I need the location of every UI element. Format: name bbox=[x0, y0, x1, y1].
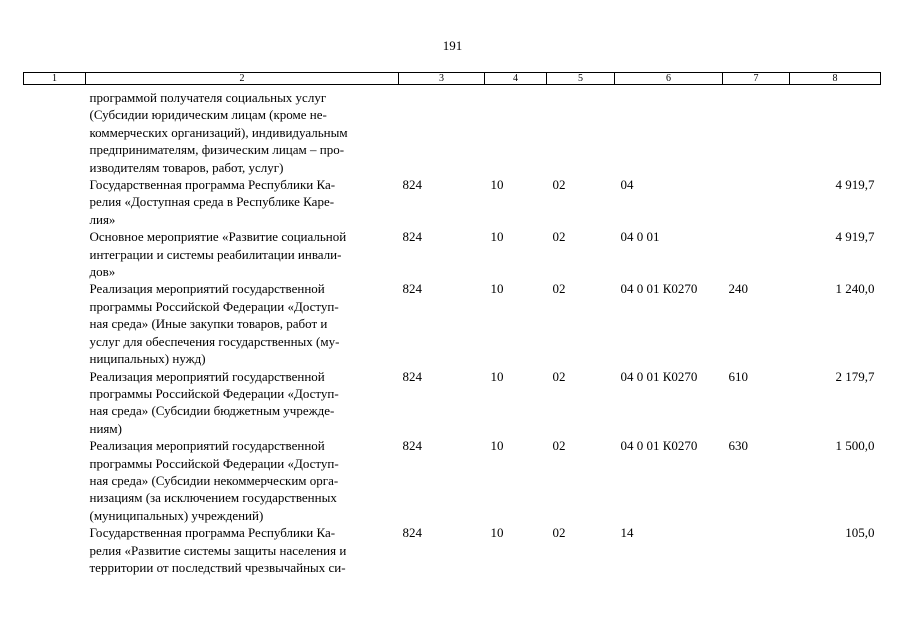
target-article-cell: 04 bbox=[620, 177, 634, 193]
target-article-cell: 14 bbox=[620, 525, 634, 541]
ministry-code-cell: 824 bbox=[402, 368, 422, 384]
description-line: (муниципальных) учреждений) bbox=[89, 507, 264, 523]
description-line: территории от последствий чрезвычайных си- bbox=[89, 559, 346, 575]
table-row bbox=[24, 524, 881, 576]
section-code-cell: 10 bbox=[490, 229, 504, 245]
description-line: коммерческих организаций), индивидуальным bbox=[89, 124, 348, 140]
description-line: релия «Развитие системы защиты населения и bbox=[89, 542, 347, 558]
table-row bbox=[24, 280, 881, 367]
subsection-code-cell: 02 bbox=[552, 438, 566, 454]
description-line: дов» bbox=[89, 264, 116, 280]
description-line: услуг для обеспечения государственных (му- bbox=[89, 333, 340, 349]
description-line: лия» bbox=[89, 211, 116, 227]
column-header: 3 bbox=[399, 73, 485, 85]
description-line: интеграции и системы реабилитации инвали- bbox=[89, 246, 342, 262]
table-row bbox=[24, 437, 881, 524]
amount-cell: 1 500,0 bbox=[835, 438, 875, 454]
amount-cell: 4 919,7 bbox=[835, 229, 875, 245]
section-code-cell bbox=[485, 85, 547, 177]
row-number-cell bbox=[24, 176, 86, 228]
description-line: низациям (за исключением государственных bbox=[89, 490, 337, 506]
ministry-code-cell bbox=[399, 85, 485, 177]
section-code-cell: 10 bbox=[490, 281, 504, 297]
amount-cell: 4 919,7 bbox=[835, 177, 875, 193]
column-header: 2 bbox=[86, 73, 399, 85]
subsection-code-cell: 02 bbox=[552, 177, 566, 193]
description-line: программы Российской Федерации «Доступ- bbox=[89, 455, 339, 471]
expense-type-cell: 630 bbox=[728, 438, 748, 454]
description-line: Государственная программа Республики Ка- bbox=[89, 177, 336, 193]
table-row bbox=[24, 85, 881, 177]
column-header: 7 bbox=[723, 73, 790, 85]
subsection-code-cell: 02 bbox=[552, 525, 566, 541]
target-article-cell: 04 0 01 К0270 bbox=[620, 438, 698, 454]
expense-type-cell bbox=[723, 176, 790, 228]
expense-type-cell: 610 bbox=[728, 368, 748, 384]
section-code-cell: 10 bbox=[490, 368, 504, 384]
description-line: (Субсидии юридическим лицам (кроме не- bbox=[89, 107, 327, 123]
ministry-code-cell: 824 bbox=[402, 438, 422, 454]
row-number-cell bbox=[24, 437, 86, 524]
column-header: 8 bbox=[790, 73, 881, 85]
column-header: 4 bbox=[485, 73, 547, 85]
subsection-code-cell bbox=[547, 85, 615, 177]
section-code-cell: 10 bbox=[490, 177, 504, 193]
description-line: Реализация мероприятий государственной bbox=[89, 438, 325, 454]
description-cell bbox=[86, 437, 399, 524]
description-line: ная среда» (Субсидии бюджетным учрежде- bbox=[89, 403, 335, 419]
ministry-code-cell: 824 bbox=[402, 229, 422, 245]
column-number-row bbox=[24, 73, 881, 85]
expense-type-cell bbox=[723, 524, 790, 576]
description-cell bbox=[86, 176, 399, 228]
description-line: ниям) bbox=[89, 420, 122, 436]
target-article-cell: 04 0 01 К0270 bbox=[620, 368, 698, 384]
description-line: ная среда» (Субсидии некоммерческим орга- bbox=[89, 472, 339, 488]
table-row bbox=[24, 228, 881, 280]
description-line: программы Российской Федерации «Доступ- bbox=[89, 298, 339, 314]
description-line: Государственная программа Республики Ка- bbox=[89, 525, 336, 541]
description-cell bbox=[86, 85, 399, 177]
description-line: ниципальных) нужд) bbox=[89, 351, 206, 367]
budget-table bbox=[23, 72, 881, 576]
page-number: 191 bbox=[442, 38, 463, 53]
description-cell bbox=[86, 280, 399, 367]
description-line: изводителям товаров, работ, услуг) bbox=[89, 159, 284, 175]
description-line: Реализация мероприятий государственной bbox=[89, 368, 325, 384]
description-line: предпринимателям, физическим лицам – про- bbox=[89, 142, 345, 158]
amount-cell: 1 240,0 bbox=[835, 281, 875, 297]
table-row bbox=[24, 176, 881, 228]
subsection-code-cell: 02 bbox=[552, 229, 566, 245]
expense-type-cell bbox=[723, 85, 790, 177]
row-number-cell bbox=[24, 524, 86, 576]
description-cell bbox=[86, 524, 399, 576]
table-row bbox=[24, 368, 881, 438]
target-article-cell: 04 0 01 bbox=[620, 229, 660, 245]
description-line: программы Российской Федерации «Доступ- bbox=[89, 385, 339, 401]
subsection-code-cell: 02 bbox=[552, 368, 566, 384]
description-line: программой получателя социальных услуг bbox=[89, 90, 327, 105]
row-number-cell bbox=[24, 368, 86, 438]
amount-cell bbox=[790, 85, 881, 177]
description-line: Реализация мероприятий государственной bbox=[89, 281, 325, 297]
subsection-code-cell: 02 bbox=[552, 281, 566, 297]
description-line: ная среда» (Иные закупки товаров, работ и bbox=[89, 316, 328, 332]
ministry-code-cell: 824 bbox=[402, 525, 422, 541]
expense-type-cell: 240 bbox=[728, 281, 748, 297]
column-header: 5 bbox=[547, 73, 615, 85]
section-code-cell: 10 bbox=[490, 438, 504, 454]
target-article-cell: 04 0 01 К0270 bbox=[620, 281, 698, 297]
amount-cell: 105,0 bbox=[845, 525, 875, 541]
expense-type-cell bbox=[723, 228, 790, 280]
column-header: 1 bbox=[24, 73, 86, 85]
description-line: Основное мероприятие «Развитие социальной bbox=[89, 229, 347, 245]
row-number-cell bbox=[24, 228, 86, 280]
row-number-cell bbox=[24, 85, 86, 177]
amount-cell: 2 179,7 bbox=[835, 368, 875, 384]
target-article-cell bbox=[615, 85, 723, 177]
description-line: релия «Доступная среда в Республике Каре- bbox=[89, 194, 335, 210]
description-cell bbox=[86, 228, 399, 280]
row-number-cell bbox=[24, 280, 86, 367]
ministry-code-cell: 824 bbox=[402, 281, 422, 297]
description-cell bbox=[86, 368, 399, 438]
section-code-cell: 10 bbox=[490, 525, 504, 541]
column-header: 6 bbox=[615, 73, 723, 85]
ministry-code-cell: 824 bbox=[402, 177, 422, 193]
